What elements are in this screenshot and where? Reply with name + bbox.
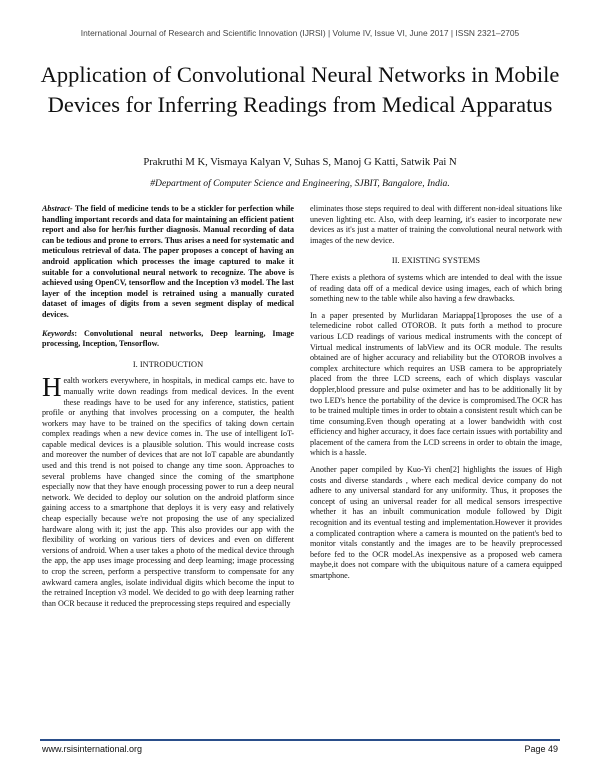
abstract-label: Abstract — [42, 204, 70, 213]
intro-paragraph — [42, 372, 294, 609]
abstract-text: - The field of medicine tends to be a stickler for perfection while handling important records and data for maintaining an efficient patient report and also for her/his further diagnosis. Manual recording of data can be tedious and prone to errors. Thus arises a need for systematic and meticulous retrieval of data. The paper proposes a concept of having an android application which processes the image captured to make it suitable for a convolutional neural network to recognize. The above is achieved using OpenCV, tensorflow and the Inception v3 model. The last layer of the inception model is retrained using a manually curated dataset of images of digits from a seven segment display of medical devices. — [42, 204, 294, 319]
abstract — [42, 204, 294, 321]
section-heading-introduction: I. INTRODUCTION — [132, 359, 204, 369]
journal-header: International Journal of Research and Scientific Innovation (IJRSI) | Volume IV, Issue VI, June 2017 | ISSN 2321–2705 — [80, 28, 520, 38]
intro-paragraph-text: ealth workers everywhere, in hospitals, in medical camps etc. have to manually write down readings from medical devices. In the event these readings have to be used for any inference, statistics, patient profile or anything that involves processing on a computer, the health workers may have to be trained on the specifics of taking down certain complex readings when a new device comes in. The use of intelligent IoT- capable medical devices is a plausible solution. This would increase costs and moreover the number of devices that are not IoT capable are abundantly used and this trend is not poised to change any time soon. Approaches to several problems have changed since the coming of the smartphone especially now that they have enough processing power to run a deep neural network. We decided to deploy our solution on the android platform since gaining access to a smartphone that deploys it is very easy and relatively cheap especially because we're not proposing the use of any specialized hardware along with it; just the app. This also provides our app with the flexibility of working on various tiers of devices and even on different versions of android. When a user takes a photo of the medical device through the app, the app uses image processing and deep learning; image processing to crop the screen, perform a perspective transform to compensate for any awkward camera angles, isolate individual digits which become the input to the retrained Inception v3 model. We decided to go with deep learning rather than OCR because it reduced the preprocessing steps required and especially — [42, 376, 294, 608]
existing-paragraph-3: Another paper compiled by Kuo-Yi chen[2] highlights the issues of High costs and diverse standards , where each medical device company do not adhere to any universal standard for any uniformity. Thus, it proposes the concept of using an universal reader for all medical sensors irrespective whether it has an inbuilt communication module followed by Digit recognition and its eventual testing and implementation.However it provides a complicated contraption where a camera is mounted on the patient's bed to monitor vitals constantly and the images are to be heavily preprocessed before fed to the OCR model.As inexpensive as a proposed web camera maybe,it does not compare with the ubiquitous nature of a camera equipped smartphone. — [310, 465, 562, 580]
intro-paragraph-continued: eliminates those steps required to deal with different non-ideal situations like uneven lighting etc. Also, with deep learning, it's easier to incorporate new devices as it's just a matter of training the convolutional neural network with images of the new device. — [310, 204, 562, 245]
author-list: Prakruthi M K, Vismaya Kalyan V, Suhas S, Manoj G Katti, Satwik Pai N — [143, 157, 457, 168]
right-column — [310, 204, 562, 582]
page-number: Page 49 — [524, 744, 558, 754]
footer-rule — [40, 739, 560, 741]
drop-cap: H — [42, 372, 62, 403]
footer-url: www.rsisinternational.org — [42, 744, 143, 754]
section-heading-existing-systems: II. EXISTING SYSTEMS — [391, 256, 481, 266]
keywords-label: Keywords — [42, 328, 75, 338]
paper-title: Application of Convolutional Neural Networks in Mobile Devices for Inferring Readings from Medical Apparatus — [40, 62, 560, 117]
keywords — [42, 329, 294, 350]
existing-paragraph-2: In a paper presented by Murlidaran Mariappa[1]proposes the use of a telemedicine robot called OTOROB. It puts forth a method to procure various LCD readings of various medical instruments with the concept of Virtual medical instruments of labView and its OCR module. The results obtained are of higher accuracy and reliability but the OTOROB involves a complex architecture which requires an USB camera to be appropriately placed from the three LCD screens, each of which displays vascular doppler,blood pressure and pulse oximeter and has to be additionally lit by two LED's hence the portability of the device is compromised.The OCR has to be trained multiple times in order to obtain a consistent result which can be time consuming.Even though operating at a lower bandwidth with cost efficiency and higher accuracy, it does face certain issues with portability and placement of the camera from the LCD screens in order to obtain the image, which is a hassle. — [310, 310, 562, 458]
keywords-text: : Convolutional neural networks, Deep learning, Image processing, Inception, Tensorflow. — [42, 328, 294, 349]
left-column — [42, 204, 294, 609]
affiliation: #Department of Computer Science and Engineering, SJBIT, Bangalore, India. — [150, 178, 450, 189]
existing-paragraph-1: There exists a plethora of systems which are intended to deal with the issue of reading data off of a medical device using images, each of which bring something new to the table while also having a few drawbacks. — [310, 272, 562, 304]
